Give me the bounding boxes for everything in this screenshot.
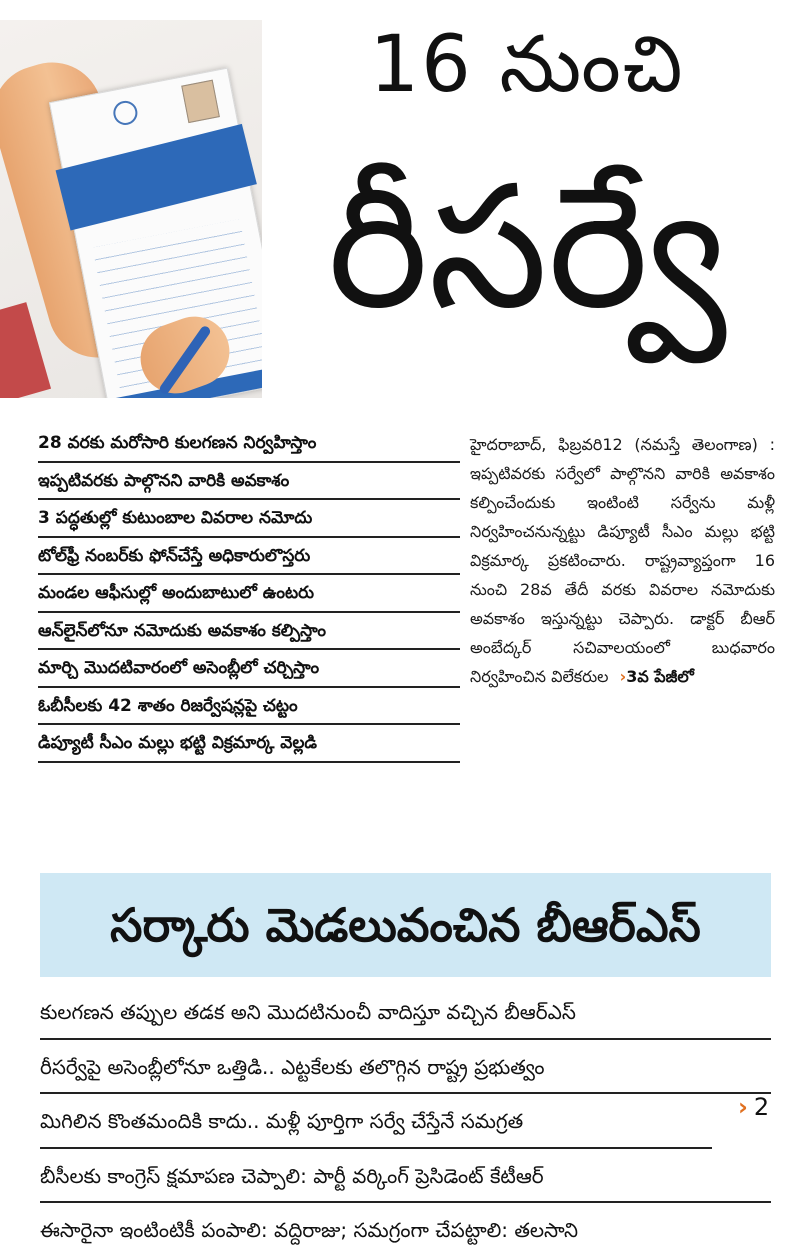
- chevron-right-icon: ›: [619, 667, 627, 686]
- page-reference[interactable]: [738, 1093, 769, 1121]
- sub-point: కులగణన తప్పుల తడక అని మొదటినుంచీ వాదిస్తూ వచ్చిన బీఆర్‌ఎస్: [40, 985, 771, 1040]
- key-point: ఓబీసీలకు 42 శాతం రిజర్వేషన్లపై చట్టం: [38, 688, 460, 726]
- key-point: డిప్యూటీ సీఎం మల్లు భట్టి విక్రమార్క వెల్లడి: [38, 725, 460, 763]
- page-number: 2: [753, 1093, 770, 1121]
- key-point: ఆన్‌లైన్‌లోనూ నమోదుకు అవకాశం కల్పిస్తాం: [38, 613, 460, 651]
- sub-point: బీసీలకు కాంగ్రెస్ క్షమాపణ చెప్పాలి: పార్టీ వర్కింగ్ ప్రెసిడెంట్ కేటీఆర్: [40, 1149, 771, 1204]
- banner-title: సర్కారు మెడలువంచిన బీఆర్‌ఎస్: [110, 898, 701, 952]
- sub-point: రీసర్వేపై అసెంబ్లీలోనూ ఒత్తిడి.. ఎట్టకేలకు తలొగ్గిన రాష్ట్ర ప్రభుత్వం: [40, 1040, 771, 1095]
- key-point: మార్చి మొదటివారంలో అసెంబ్లీలో చర్చిస్తాం: [38, 650, 460, 688]
- sub-point: ఈసారైనా ఇంటింటికీ పంపాలి: వద్దిరాజు; సమగ్రంగా చేపట్టాలి: తలసాని: [40, 1218, 579, 1242]
- sleeve-shape: [0, 302, 51, 398]
- article-text: హైదరాబాద్, ఫిబ్రవరి12 (నమస్తే తెలంగాణ) : ఇప్పటివరకు సర్వేలో పాల్గొనని వారికి అవకాశం కల్పించేందుకు ఇంటింటి సర్వేను మళ్లీ నిర్వహించనున్నట్టు డిప్యూటీ సీఎం మల్లు భట్టి విక్రమార్క ప్రకటించారు. రాష్ట్రవ్యాప్తంగా 16 నుంచి 28వ తేదీ వరకు వివరాల నమోదుకు అవకాశం ఇస్తున్నట్టు చెప్పారు. డాక్టర్ బీఆర్ అంబేద్కర్ సచివాలయంలో బుధవారం నిర్వహించిన విలేకరుల: [470, 435, 775, 686]
- key-points-list: [38, 425, 460, 763]
- key-point: 28 వరకు మరోసారి కులగణన నిర్వహిస్తాం: [38, 425, 460, 463]
- form-header-band: [56, 124, 257, 231]
- continued-link[interactable]: [620, 667, 694, 686]
- portrait-icon: [181, 80, 220, 123]
- emblem-icon: [111, 99, 139, 127]
- chevron-right-icon: ›: [738, 1093, 748, 1121]
- key-point: టోల్‌ఫ్రీ నంబర్‌కు ఫోన్‌చేస్తే అధికారులొస్తరు: [38, 538, 460, 576]
- survey-form-photo: [0, 20, 262, 398]
- continued-label: 3వ పేజీలో: [626, 667, 694, 686]
- key-point: 3 పద్ధతుల్లో కుటుంబాల వివరాల నమోదు: [38, 500, 460, 538]
- key-point: ఇప్పటివరకు పాల్గొనని వారికి అవకాశం: [38, 463, 460, 501]
- headline-line-2: రీసర్వే: [327, 149, 727, 347]
- sub-headline-banner: [40, 873, 771, 977]
- sub-point: మిగిలిన కొంతమందికి కాదు.. మళ్లీ పూర్తిగా సర్వే చేస్తేనే సమగ్రత: [40, 1094, 712, 1149]
- sub-points-list: [40, 985, 771, 1258]
- key-point: మండల ఆఫీసుల్లో అందుబాటులో ఉంటరు: [38, 575, 460, 613]
- headline-line-1: 16 నుంచి: [369, 20, 685, 110]
- article-body: [470, 430, 775, 691]
